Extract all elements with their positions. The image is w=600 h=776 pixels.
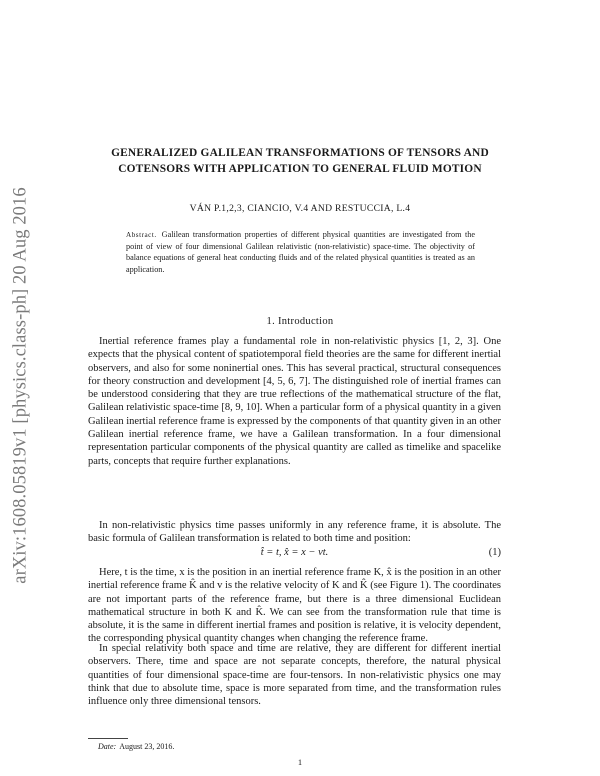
author-list: VÁN P.1,2,3, CIANCIO, V.4 AND RESTUCCIA, L.4 xyxy=(189,203,411,214)
paragraph: Inertial reference frames play a fundamental role in non-relativistic physics [1, 2, 3]. One expects that the physical content of spatiotemporal field theories are the same for different inertial observers, and also for some noninertial ones. This has several practical, structural consequences for theory construction and development [4, 5, 6, 7]. The distinguished role of inertial frames can be understood considering that they are true reflections of the mathematical structure of the flat, Galilean relativistic space-time [8, 9, 10]. When a particular form of a physical quantity in a given Galilean inertial reference frame is expressed by the components of that quantity given in an other Galilean inertial reference frame, we have a Galilean transformation. In a four dimensional representation particular components of the physical quantity are called as timelike and spacelike parts, concepts that require further explanations. xyxy=(88,336,501,467)
footnote xyxy=(98,742,174,751)
arxiv-id: arXiv:1608.05819v1 [physics.class-ph] 20 Aug 2016 xyxy=(10,186,31,584)
abstract-text: Galilean transformation properties of different physical quantities are investigated from the point of view of four dimensional Galilean relativistic (non-relativistic) space-time. The objectivity of balance equations of general heat conducting fluids and of the related physical quantities is treated as an application. xyxy=(126,230,475,274)
equation-formula: t̂ = t, x̂ = x − vt. xyxy=(260,547,329,558)
paragraph: In non-relativistic physics time passes uniformly in any reference frame, it is absolute. The basic formula of Galilean transformation is related to both time and position: xyxy=(88,520,501,545)
abstract-label: Abstract. xyxy=(126,231,157,239)
section-heading xyxy=(80,316,520,327)
abstract xyxy=(126,229,475,275)
footnote-label: Date: xyxy=(98,742,117,751)
page-number: 1 xyxy=(297,757,303,767)
section-number: 1. xyxy=(266,316,276,327)
equation-number: (1) xyxy=(488,547,501,558)
paragraph: Here, t is the time, x is the position in an inertial reference frame K, x̂ is the position in an other inertial reference frame K̂ and v is the relative velocity of K and K̂ (see Figure 1). The coordinates are not important parts of the reference frame, but there is a three dimensional Euclidean mathematical structure in both K and K̂. We can see from the transformation rule that time is absolute, it is the same in different inertial frames and position is relative, it is velocity dependent, the corresponding physical quantity changes when changing the reference frame. xyxy=(88,567,501,645)
equation-1 xyxy=(88,546,501,560)
footnote-text: August 23, 2016. xyxy=(119,742,175,751)
section-title: Introduction xyxy=(277,316,334,327)
paper-title: GENERALIZED GALILEAN TRANSFORMATIONS OF TENSORS AND COTENSORS WITH APPLICATION TO GENERAL FLUID MOTION xyxy=(111,147,489,175)
arxiv-watermark xyxy=(6,175,36,595)
footnote-rule xyxy=(88,738,128,739)
paragraph: In special relativity both space and time are relative, they are different for different inertial observers. There, time and space are not separate concepts, therefore, the natural physical quantities of four dimensional space-time are four-tensors. In non-relativistic physics one may think that due to absolute time, space is more separated from time, and the transformation rules influence only three dimensional tensors. xyxy=(88,643,501,708)
